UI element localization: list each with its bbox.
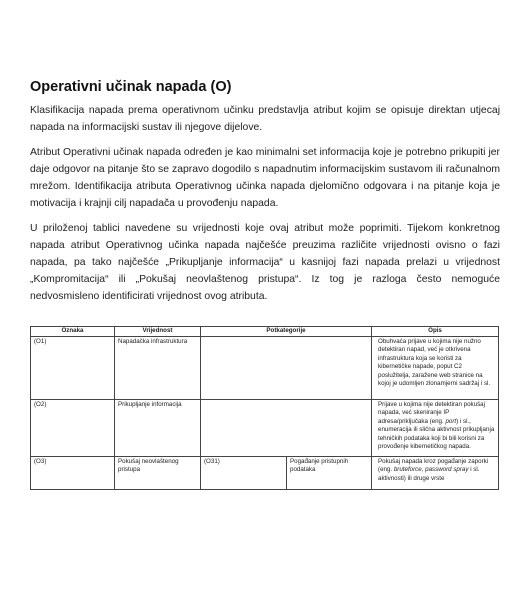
cell-potkategorija-naziv: Pogađanje pristupnih podataka bbox=[287, 457, 372, 490]
attribute-table bbox=[30, 326, 499, 490]
section-heading: Operativni učinak napada (O) bbox=[30, 79, 232, 95]
header-potkategorije: Potkategorije bbox=[201, 327, 372, 337]
cell-oznaka: (O1) bbox=[31, 337, 115, 400]
cell-oznaka: (O2) bbox=[31, 400, 115, 457]
cell-oznaka: (O3) bbox=[31, 457, 115, 490]
paragraph-definition: Atribut Operativni učinak napada određen je kao minimalni set informacija koje je potrebno prikupiti jer daje odgovor na pitanje što se zapravo dogodilo s napadnutim informacijskim sustavom ili računalnom mrežom. Identifikacija atributa Operativnog učinka napada djelomično odgovara i na pitanje koja je motivacija i krajnji cilj napadača u provođenju napada. bbox=[30, 147, 500, 209]
paragraph-table-intro: U priloženoj tablici navedene su vrijednosti koje ovaj atribut može poprimiti. Tijekom konkretnog napada atribut Operativnog učinka napada najčešće preuzima različite vrijednosti ovisno o fazi napada, pa tako najčešće „Prikupljanje informacija“ u kasnijoj fazi napada prelazi u vrijednost „Kompromitacija“ ili „Pokušaj neovlaštenog pristupa“. Iz tog je razloga često nemoguće nedvosmisleno identificirati vrijednost ovog atributa. bbox=[30, 223, 500, 302]
attribute-table-wrap bbox=[30, 326, 498, 490]
cell-opis: Obuhvaća prijave u kojima nije nužno detektiran napad, već je otkrivena infrastruktura koja se koristi za kibernetičke napade, poput C2 poslužitelja, zaražene web stranice na kojoj je udomljen zlonamjerni sadržaj i sl. bbox=[372, 337, 499, 400]
cell-vrijednost: Pokušaj neovlaštenog pristupa bbox=[115, 457, 201, 490]
opis-text: Pokušaj napada kroz pogađanje zaporki (eng. bbox=[378, 458, 489, 474]
paragraph-intro: Klasifikacija napada prema operativnom učinku predstavlja atribut kojim se opisuje direktan utjecaj napada na informacijski sustav ili njegove dijelove. bbox=[30, 105, 500, 133]
header-oznaka: Oznaka bbox=[31, 327, 115, 337]
cell-opis bbox=[372, 457, 499, 490]
cell-opis bbox=[372, 400, 499, 457]
table-header-row bbox=[31, 327, 499, 337]
cell-potkategorija bbox=[201, 337, 372, 400]
opis-text: Prijave u kojima nije detektiran pokušaj napada, već skeniranje IP adresa/priključaka (eng. bbox=[378, 401, 485, 425]
header-opis: Opis bbox=[372, 327, 499, 337]
opis-term: port bbox=[445, 417, 457, 425]
cell-potkategorija bbox=[201, 400, 372, 457]
table-row bbox=[31, 457, 499, 490]
opis-text: ) i sl., enumeracija ili slična aktivnost prikupljanja tehničkih podataka koji bi bili korisni za provođenje kibernetičkog napada. bbox=[378, 417, 495, 451]
cell-vrijednost: Prikupljanje informacija bbox=[115, 400, 201, 457]
table-row bbox=[31, 400, 499, 457]
section-content bbox=[30, 78, 500, 313]
header-vrijednost: Vrijednost bbox=[115, 327, 201, 337]
opis-text: i sl. aktivnosti) ili druge vrste bbox=[378, 466, 480, 482]
table-row bbox=[31, 337, 499, 400]
cell-potkategorija-oznaka: (O31) bbox=[201, 457, 287, 490]
cell-vrijednost: Napadačka infrastruktura bbox=[115, 337, 201, 400]
opis-term: bruteforce, password spray bbox=[393, 466, 469, 474]
